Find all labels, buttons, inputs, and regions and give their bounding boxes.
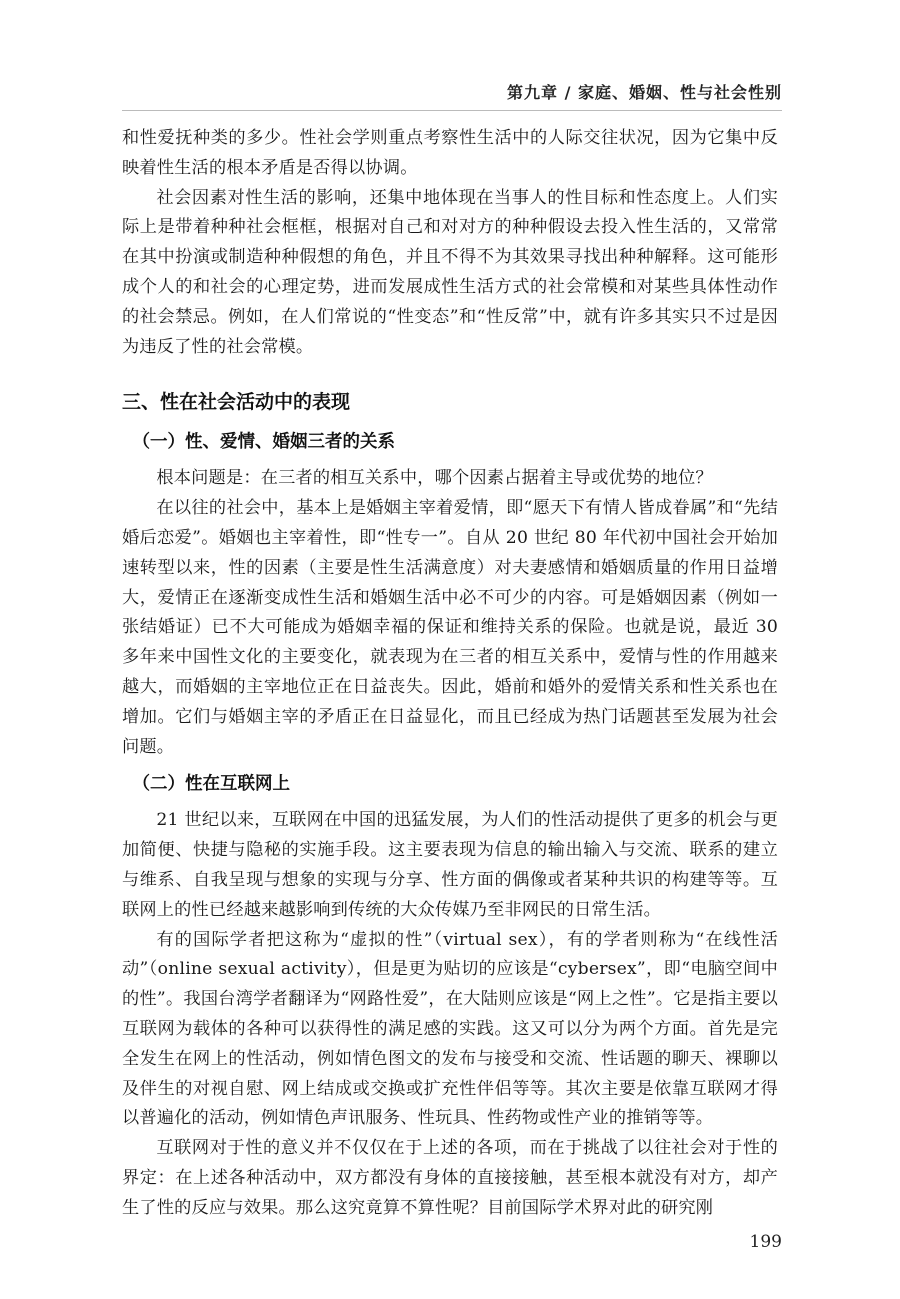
paragraph: 在以往的社会中，基本上是婚姻主宰着爱情，即“愿天下有情人皆成眷属”和“先结婚后恋爱”。婚姻也主宰着性，即“性专一”。自从 20 世纪 80 年代初中国社会开始加速转型以来，性的因素（主要是性生活满意度）对夫妻感情和婚姻质量的作用日益增大，爱情正在逐渐变成性生活和婚姻生活中必不可少的内容。可是婚姻因素（例如一张结婚证）已不大可能成为婚姻幸福的保证和维持关系的保险。也就是说，最近 30 多年来中国性文化的主要变化，就表现为在三者的相互关系中，爱情与性的作用越来越大，而婚姻的主宰地位正在日益丧失。因此，婚前和婚外的爱情关系和性关系也在增加。它们与婚姻主宰的矛盾正在日益显化，而且已经成为热门话题甚至发展为社会问题。 <box>122 498 778 757</box>
paragraph-continued: 和性爱抚种类的多少。性社会学则重点考察性生活中的人际交往状况，因为它集中反映着性生活的根本矛盾是否得以协调。 <box>122 128 778 178</box>
paragraph: 社会因素对性生活的影响，还集中地体现在当事人的性目标和性态度上。人们实际上是带着种种社会框框，根据对自己和对对方的种种假设去投入性生活的，又常常在其中扮演或制造种种假想的角色，并且不得不为其效果寻找出种种解释。这可能形成个人的和社会的心理定势，进而发展成性生活方式的社会常模和对某些具体性动作的社会禁忌。例如，在人们常说的“性变态”和“性反常”中，就有许多其实只不过是因为违反了性的社会常模。 <box>122 187 778 357</box>
section-heading: 三、性在社会活动中的表现 <box>122 391 351 414</box>
paragraph: 有的国际学者把这称为“虚拟的性”（virtual sex），有的学者则称为“在线性活动”（online sexual activity），但是更为贴切的应该是“cybersex”，即“电脑空间中的性”。我国台湾学者翻译为“网路性爱”，在大陆则应该是“网上之性”。它是指主要以互联网为载体的各种可以获得性的满足感的实践。这又可以分为两个方面。首先是完全发生在网上的性活动，例如情色图文的发布与接受和交流、性话题的聊天、裸聊以及伴生的对视自慰、网上结成或交换或扩充性伴侣等等。其次主要是依靠互联网才得以普遍化的活动，例如情色声讯服务、性玩具、性药物或性产业的推销等等。 <box>122 929 778 1129</box>
subsection-heading: （一）性、爱情、婚姻三者的关系 <box>132 432 395 453</box>
header-divider <box>122 110 782 111</box>
paragraph: 根本问题是：在三者的相互关系中，哪个因素占据着主导或优势的地位？ <box>156 468 713 489</box>
body-text <box>122 124 778 1224</box>
subsection-heading: （二）性在互联网上 <box>132 774 290 795</box>
running-header: 第九章 / 家庭、婚姻、性与社会性别 <box>507 83 782 102</box>
paragraph: 21 世纪以来，互联网在中国的迅猛发展，为人们的性活动提供了更多的机会与更加简便、快捷与隐秘的实施手段。这主要表现为信息的输出输入与交流、联系的建立与维系、自我呈现与想象的实现与分享、性方面的偶像或者某种共识的构建等等。互联网上的性已经越来越影响到传统的大众传媒乃至非网民的日常生活。 <box>122 810 778 920</box>
page-number: 199 <box>749 1232 782 1252</box>
paragraph: 互联网对于性的意义并不仅仅在于上述的各项，而在于挑战了以往社会对于性的界定：在上述各种活动中，双方都没有身体的直接接触，甚至根本就没有对方，却产生了性的反应与效果。那么这究竟算不算性呢？目前国际学术界对此的研究刚 <box>122 1138 778 1218</box>
